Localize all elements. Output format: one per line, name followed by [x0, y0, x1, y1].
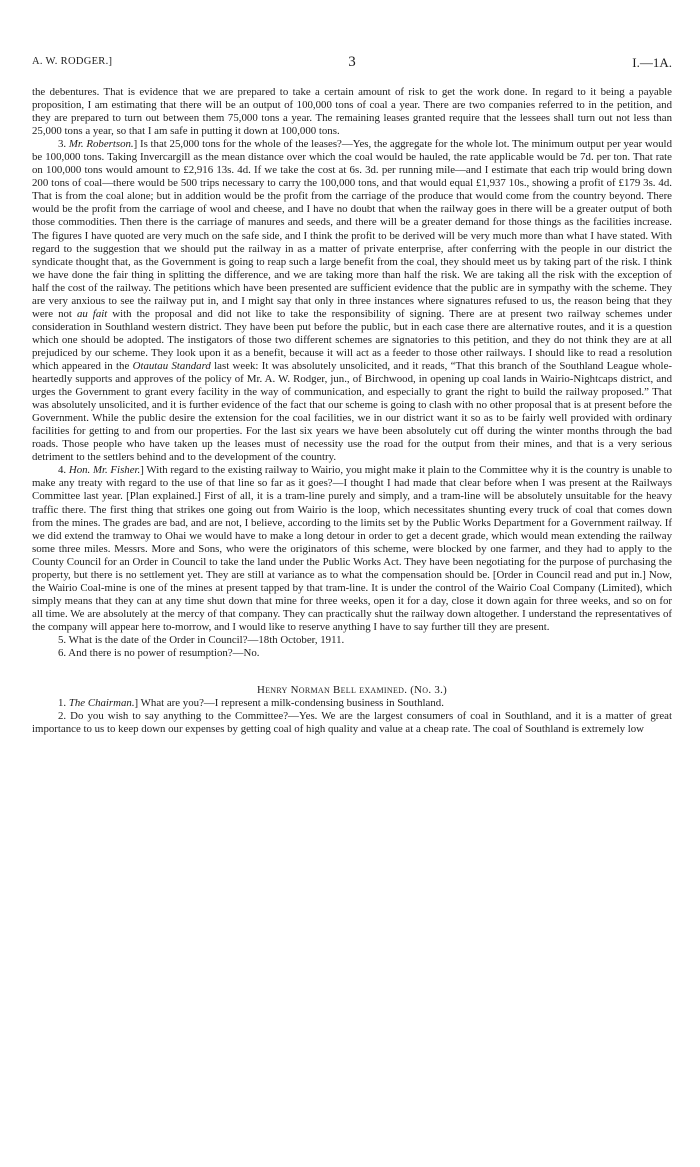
speaker-name: Hon. Mr. Fisher.	[68, 464, 141, 477]
witness-heading: Henry Norman Bell examined. (No. 3.)	[256, 684, 448, 697]
header-page-number: 3	[348, 54, 356, 70]
question-number: 4.	[58, 464, 67, 477]
header-document-ref: I.—1A.	[632, 55, 672, 70]
paragraph-witness-question-1	[32, 697, 672, 710]
paragraph-question-3	[32, 138, 672, 464]
speaker-name: The Chairman.	[68, 697, 135, 710]
paragraph-question-4	[32, 464, 672, 634]
italic-phrase: au fait	[76, 307, 108, 320]
newspaper-title: Otautau Standard	[132, 359, 211, 372]
answer-text: ] What are you?—I represent a milk-condensing business in Southland.	[134, 697, 444, 710]
paragraph-question-5: 5. What is the date of the Order in Council?—18th October, 1911.	[58, 633, 345, 646]
answer-text-continued-2: last week: It was absolutely unsolicited, and it reads, “That this branch of the Southland League whole-heartedly supports and approves of the policy of Mr. A. W. Rodger, jun., of Birchwood, in opening up coal lands in Wairio-Nightcaps district, and urges the Government to grant every facility in the way of communication, and especially to grant the right to build the railway proposed.” That was absolutely unsolicited, and it is further evidence of the fact that our scheme is going to clash with no other proposal that is at present before the Government. While the public desire the extension for the coal facilities, we in our district want it so as to be fairly well provided with ordinary facilities for getting to and from our properties. For the last six years we have been absolutely cut off during the winter months through the bad roads. Those people who have taken up the leases must of necessity use the road for the output from their mines, and that is a very serious detriment to the settlers behind and to the development of the country.	[32, 359, 672, 464]
answer-text-continued: with the proposal and did not like to take the responsibility of signing. There are at present two railway schemes under consideration in Southland western district. They have been put before the public, but in each case there are alternative routes, and it is a question which one should be adopted. The instigators of those two different schemes are signatories to this petition, and they do not think they are at all prejudiced by our scheme. They look upon it as a benefit, because it will act as a feeder to those other railways. I should like to read a resolution which appeared in the	[32, 307, 672, 372]
question-number: 3.	[58, 138, 67, 151]
paragraph-question-6: 6. And there is no power of resumption?—No.	[58, 647, 260, 660]
document-body	[32, 86, 672, 736]
paragraph-witness-question-2: 2. Do you wish to say anything to the Committee?—Yes. We are the largest consumers of coal in Southland, and it is a matter of great importance to us to keep down our expenses by getting coal of high quality and value at a cheap rate. The coal of Southland is extremely low	[32, 710, 672, 736]
speaker-name: Mr. Robertson.	[68, 138, 134, 151]
question-number: 1.	[58, 697, 67, 710]
section-gap	[32, 660, 672, 684]
header-witness-name: A. W. RODGER.]	[32, 56, 113, 67]
answer-text: ] With regard to the existing railway to Wairio, you might make it plain to the Committee why it is the country is unable to make any treaty with regard to the use of that line so far as it goes?—I thought I had made that clear before when I was present at the Railways Committee last year. [Plan explained.] First of all, it is a tram-line purely and simply, and a tram-line will be absolutely unsuitable for the heavy traffic there. The first thing that strikes one going out from Wairio is the loop, which necessitates shunting every truck of coal that comes down from the mines. The grades are bad, and are not, I believe, according to the limits set by the Public Works Department for a Government railway. If we did extend the tramway to Ohai we would have to make a long detour in order to get a decent grade, which would mean extending the railway some three miles. Messrs. More and Sons, who were the originators of this scheme, were blocked by one farmer, and they had to apply to the County Council for an Order in Council to take the land under the Public Works Act. They have been negotiating for the purpose of purchasing the property, but there is no settlement yet. They are still at variance as to what the compensation should be. [Order in Council read and put in.] Now, the Wairio Coal-mine is one of the mines at present tapped by that tram-line. It is under the control of the Wairio Coal Company (Limited), which simply means that they can at any time shut down that mine for three weeks, open it for a day, close it down again for three weeks, and so on for all time. We are absolutely at the mercy of that company. They can practically shut the railway down altogether. I understand the representatives of the company will appear here to-morrow, and I would like to reserve anything I have to say further till they are present.	[32, 464, 672, 633]
paragraph-1: the debentures. That is evidence that we are prepared to take a certain amount of risk to get the work done. In regard to it being a payable proposition, I am estimating that there will be an output of 100,000 tons of coal a year. There are two companies referred to in the petition, and they are prepared to turn out between them 75,000 tons a year. The remaining leases granted require that the lessees shall turn out not less than 25,000 tons a year, so that I am safe in putting it down at 100,000 tons.	[32, 86, 672, 138]
page-header	[32, 54, 672, 76]
answer-text: ] Is that 25,000 tons for the whole of the leases?—Yes, the aggregate for the whole lot. The minimum output per year would be 100,000 tons. Taking Invercargill as the mean distance over which the coal would be hauled, the rate applicable would be 7d. per ton. That rate on 100,000 tons would amount to £2,916 13s. 4d. If we take the cost at 6s. 3d. per running mile—and I estimate that each trip would bring down 200 tons of coal—there would be 500 trips necessary to carry the 100,000 tons, and that would equal £1,937 10s., showing a profit of £179 3s. 4d. That is from the coal alone; but in addition would be the profit from the carriage of the produce that would come from the country beyond. There would be the profit from the carriage of wool and cheese, and I have no doubt that when the railway goes in there will be a greater output of both those commodities. Then there is the carriage of manures and seeds, and there will be a greater demand for those things as the facilities increase. The figures I have quoted are very much on the safe side, and I think the profit to be derived will be very much more than what I have stated. With regard to the suggestion that we should put the railway in as a matter of private enterprise, after conferring with the people in our district the syndicate thought that, as the Government is going to reap such a large benefit from the coal, they should meet us by taking part of the risk. I think we have done the fair thing in splitting the difference, and we are taking more than half the risk. We are taking all the risk with the exception of half the cost of the railway. The petitions which have been presented are sufficient evidence that the public are in sympathy with the scheme. They are very anxious to see the railway put in, and I might say that only in three instances where signatures refused to us, the reason being that they were not	[32, 138, 672, 320]
